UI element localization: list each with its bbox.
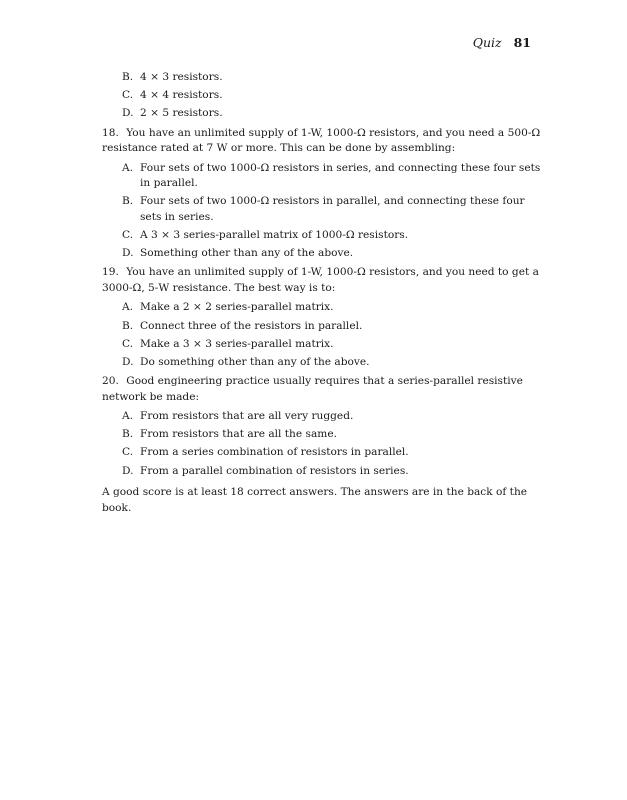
option-letter: C. [122,337,134,350]
option-text: Something other than any of the above. [140,246,354,259]
option-text: Four sets of two 1000-Ω resistors in series, and connecting these four sets in parallel. [140,161,541,190]
option-text: Make a 2 × 2 series-parallel matrix. [140,301,334,314]
answer-option [122,319,542,335]
running-header [473,35,531,50]
question-options [122,300,542,370]
option-letter: B. [122,195,134,208]
quiz-content [102,70,542,516]
answer-option [122,70,542,86]
answer-option [122,106,542,122]
option-letter: D. [122,355,134,368]
option-letter: B. [122,428,134,441]
question-stem [102,126,542,157]
option-letter: D. [122,107,134,120]
option-text: Make a 3 × 3 series-parallel matrix. [140,337,334,350]
answer-option [122,445,542,461]
option-letter: A. [122,161,134,174]
question-stem [102,265,542,296]
option-text: Connect three of the resistors in parallel. [140,319,363,332]
question-text: You have an unlimited supply of 1-W, 1000-Ω resistors, and you need to get a 3000-Ω, 5-W resistance. The best way is to: [102,266,539,294]
option-text: 4 × 4 resistors. [140,89,223,102]
question-number: 19. [102,266,119,279]
answer-option [122,161,542,192]
option-letter: B. [122,319,134,332]
option-letter: C. [122,228,134,241]
option-letter: B. [122,71,134,83]
question-number: 20. [102,375,119,388]
option-text: From resistors that are all the same. [140,428,337,441]
option-text: From a series combination of resistors in parallel. [140,446,409,459]
option-letter: A. [122,301,134,314]
answer-option [122,228,542,244]
option-text: From a parallel combination of resistors in series. [140,464,409,477]
option-letter: A. [122,410,134,423]
question-text: You have an unlimited supply of 1-W, 1000-Ω resistors, and you need a 500-Ω resistance rated at 7 W or more. This can be done by assembling: [102,126,541,155]
option-text: Four sets of two 1000-Ω resistors in parallel, and connecting these four sets in series. [140,195,525,223]
question-options [122,409,542,479]
page-number: 81 [513,35,531,50]
question-number: 18. [102,126,119,139]
option-letter: D. [122,246,134,259]
option-text: A 3 × 3 series-parallel matrix of 1000-Ω resistors. [140,228,409,241]
answer-option [122,246,542,262]
option-letter: D. [122,464,134,477]
answer-option [122,427,542,443]
closing-note: A good score is at least 18 correct answers. The answers are in the back of the book. [102,486,528,514]
option-text: 2 × 5 resistors. [140,107,223,120]
question-stem [102,374,542,405]
option-letter: C. [122,446,134,459]
option-letter: C. [122,89,134,102]
question-text: Good engineering practice usually requires that a series-parallel resistive network be made: [102,375,523,403]
answer-option [122,464,542,480]
option-text: Do something other than any of the above. [140,355,370,368]
question-options [122,161,542,262]
option-text: 4 × 3 resistors. [140,71,223,83]
section-title: Quiz [472,35,502,50]
answer-option [122,337,542,353]
carryover-options [122,70,542,122]
answer-option [122,300,542,316]
answer-option [122,194,542,225]
answer-option [122,88,542,104]
answer-option [122,355,542,371]
option-text: From resistors that are all very rugged. [140,410,354,423]
answer-option [122,409,542,425]
